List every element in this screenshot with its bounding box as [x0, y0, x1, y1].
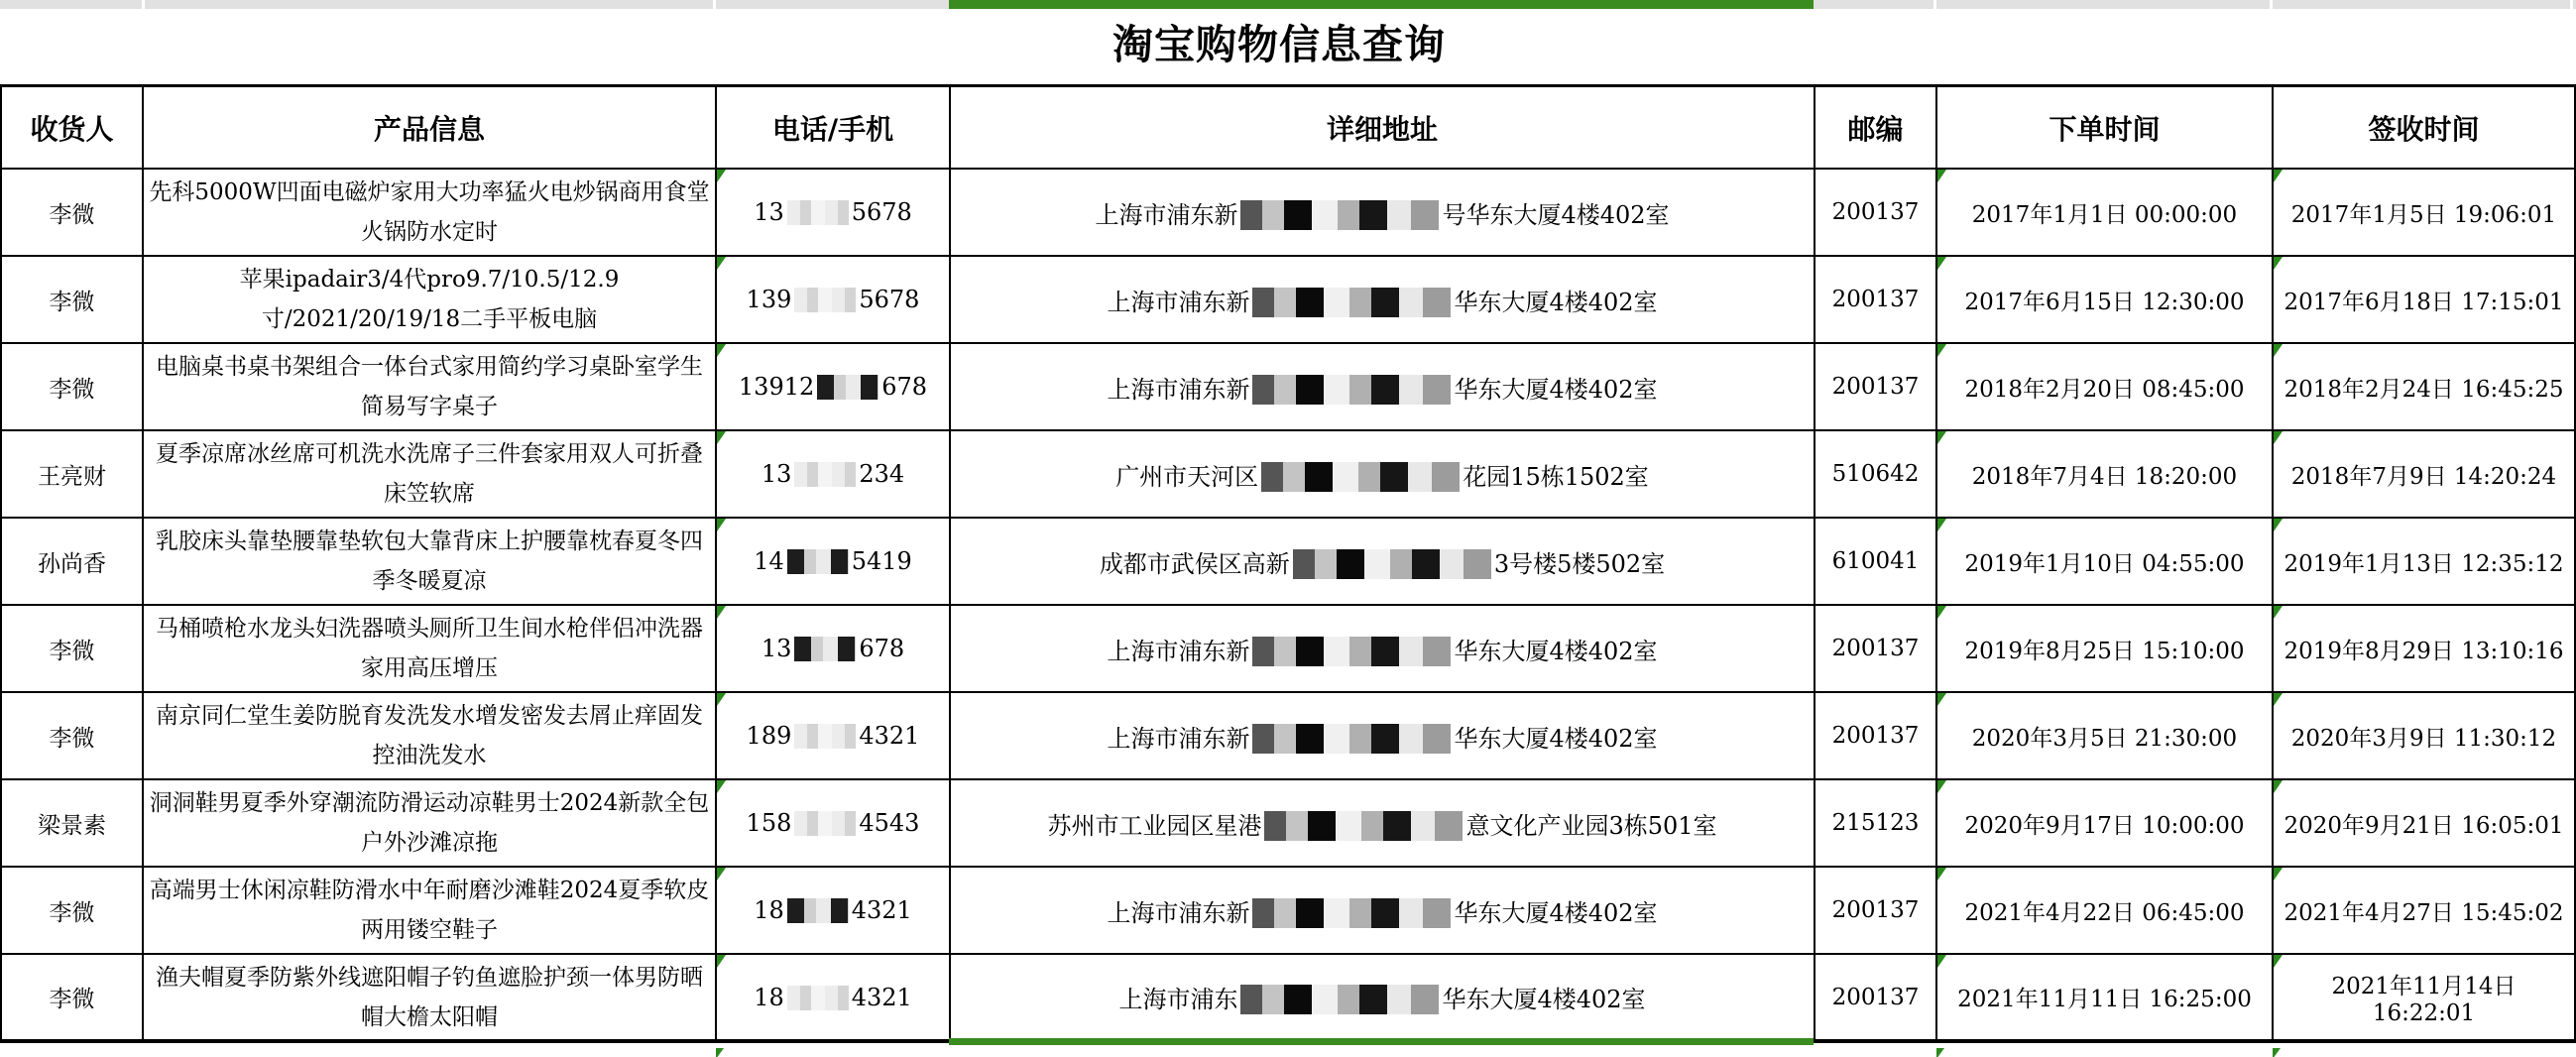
column-separator: [713, 0, 716, 9]
cell-error-marker: [2273, 1048, 2281, 1057]
cell-recipient[interactable]: 李微: [1, 692, 143, 779]
cell-sign-time[interactable]: 2017年6月18日 17:15:01: [2273, 256, 2575, 343]
phone-suffix: 234: [859, 460, 905, 488]
cell-zip[interactable]: 200137: [1815, 256, 1936, 343]
phone-prefix: 14: [754, 547, 784, 575]
page-title: 淘宝购物信息查询: [1112, 21, 1446, 68]
cell-zip[interactable]: 215123: [1815, 779, 1936, 867]
cell-order-time[interactable]: 2017年6月15日 12:30:00: [1936, 256, 2273, 343]
column-separator: [142, 0, 145, 9]
address-redaction-block: [1240, 985, 1439, 1014]
cell-zip[interactable]: 200137: [1815, 343, 1936, 430]
phone-suffix: 4321: [851, 983, 912, 1011]
cell-order-time[interactable]: 2019年1月10日 04:55:00: [1936, 518, 2273, 605]
address-prefix: 广州市天河区: [1115, 462, 1259, 491]
cell-phone[interactable]: [716, 169, 950, 256]
sheet-row-above-strip: [0, 0, 2576, 9]
cell-product[interactable]: 先科5000W凹面电磁炉家用大功率猛火电炒锅商用食堂火锅防水定时: [143, 169, 716, 256]
phone-suffix: 4543: [859, 809, 920, 837]
cell-zip[interactable]: 200137: [1815, 605, 1936, 692]
col-header-zip[interactable]: 邮编: [1815, 86, 1936, 170]
cell-product[interactable]: 乳胶床头靠垫腰靠垫软包大靠背床上护腰靠枕春夏冬四季冬暖夏凉: [143, 518, 716, 605]
phone-suffix: 5678: [851, 198, 912, 226]
cell-order-time[interactable]: 2021年11月11日 16:25:00: [1936, 954, 2273, 1041]
address-suffix: 3号楼5楼502室: [1493, 549, 1666, 578]
phone-redaction-block: [794, 811, 856, 836]
phone-prefix: 13: [761, 460, 792, 488]
cell-recipient[interactable]: 梁景素: [1, 779, 143, 867]
cell-recipient[interactable]: 李微: [1, 605, 143, 692]
phone-prefix: 189: [746, 722, 792, 750]
cell-phone[interactable]: [716, 867, 950, 954]
cell-sign-time[interactable]: 2020年9月21日 16:05:01: [2273, 779, 2575, 867]
address-redaction-block: [1240, 200, 1439, 230]
cell-zip[interactable]: 200137: [1815, 954, 1936, 1041]
cell-phone[interactable]: [716, 343, 950, 430]
cell-zip[interactable]: 510642: [1815, 430, 1936, 518]
cell-recipient[interactable]: 李微: [1, 256, 143, 343]
table-row: [1, 779, 2575, 867]
cell-recipient[interactable]: 王亮财: [1, 430, 143, 518]
address-suffix: 号华东大厦4楼402室: [1442, 200, 1670, 229]
cell-zip[interactable]: 610041: [1815, 518, 1936, 605]
cell-product[interactable]: 马桶喷枪水龙头妇洗器喷头厕所卫生间水枪伴侣冲洗器家用高压增压: [143, 605, 716, 692]
column-separator: [2270, 0, 2273, 9]
phone-suffix: 678: [859, 635, 905, 662]
cell-address[interactable]: [950, 256, 1815, 343]
cell-order-time[interactable]: 2020年3月5日 21:30:00: [1936, 692, 2273, 779]
address-prefix: 上海市浦东新: [1107, 724, 1250, 753]
cell-product[interactable]: 渔夫帽夏季防紫外线遮阳帽子钓鱼遮脸护颈一体男防晒帽大檐太阳帽: [143, 954, 716, 1041]
address-prefix: 成都市武侯区高新: [1099, 549, 1290, 578]
phone-redaction-block: [794, 637, 856, 661]
address-suffix: 华东大厦4楼402室: [1454, 375, 1658, 404]
address-prefix: 上海市浦东新: [1095, 200, 1238, 229]
phone-suffix: 678: [881, 373, 928, 401]
cell-order-time[interactable]: 2018年2月20日 08:45:00: [1936, 343, 2273, 430]
address-redaction-block: [1252, 898, 1451, 928]
cell-sign-time[interactable]: 2021年11月14日 16:22:01: [2273, 954, 2575, 1041]
cell-zip[interactable]: 200137: [1815, 867, 1936, 954]
cell-address[interactable]: [950, 169, 1815, 256]
phone-prefix: 18: [754, 896, 784, 924]
address-suffix: 华东大厦4楼402室: [1442, 986, 1646, 1013]
cell-phone[interactable]: [716, 430, 950, 518]
cell-error-marker: [1936, 1048, 1944, 1057]
address-prefix: 上海市浦东新: [1107, 898, 1250, 927]
cell-product[interactable]: 苹果ipadair3/4代pro9.7/10.5/12.9寸/2021/20/19/18二手平板电脑: [143, 256, 716, 343]
address-redaction-block: [1261, 462, 1460, 492]
cell-sign-time[interactable]: 2018年7月9日 14:20:24: [2273, 430, 2575, 518]
cell-sign-time[interactable]: 2020年3月9日 11:30:12: [2273, 692, 2575, 779]
cell-recipient[interactable]: 李微: [1, 343, 143, 430]
column-separator: [1933, 0, 1936, 9]
phone-prefix: 13: [761, 635, 792, 662]
cell-order-time[interactable]: 2021年4月22日 06:45:00: [1936, 867, 2273, 954]
cell-product[interactable]: 南京同仁堂生姜防脱育发洗发水增发密发去屑止痒固发控油洗发水: [143, 692, 716, 779]
phone-redaction-block: [787, 986, 849, 1010]
col-header-sign-time[interactable]: 签收时间: [2273, 86, 2575, 170]
phone-prefix: 13: [754, 198, 784, 226]
cell-address[interactable]: [950, 605, 1815, 692]
table-row: [1, 605, 2575, 692]
selected-column-highlight: [949, 0, 1814, 9]
cell-phone[interactable]: [716, 605, 950, 692]
phone-prefix: 18: [754, 983, 784, 1011]
cell-zip[interactable]: 200137: [1815, 169, 1936, 256]
phone-suffix: 5678: [859, 286, 920, 313]
phone-redaction-block: [794, 724, 856, 749]
cell-sign-time[interactable]: 2019年8月29日 13:10:16: [2273, 605, 2575, 692]
cell-address[interactable]: [950, 779, 1815, 867]
phone-prefix: 139: [746, 286, 792, 313]
phone-suffix: 4321: [859, 722, 920, 750]
col-header-product[interactable]: 产品信息: [143, 86, 716, 170]
cell-phone[interactable]: [716, 256, 950, 343]
address-redaction-block: [1252, 637, 1451, 666]
cell-recipient[interactable]: 李微: [1, 169, 143, 256]
cell-recipient[interactable]: 李微: [1, 954, 143, 1041]
address-prefix: 上海市浦东新: [1107, 288, 1250, 316]
table-row: [1, 954, 2575, 1041]
address-prefix: 上海市浦东新: [1107, 375, 1250, 404]
cell-address[interactable]: [950, 954, 1815, 1041]
address-suffix: 意文化产业园3栋501室: [1465, 811, 1717, 840]
column-separator: [2570, 0, 2573, 9]
cell-recipient[interactable]: 李微: [1, 867, 143, 954]
cell-phone[interactable]: [716, 692, 950, 779]
phone-redaction-block: [794, 462, 856, 487]
table-row: [1, 692, 2575, 779]
table-row: [1, 867, 2575, 954]
table-row: [1, 518, 2575, 605]
cell-zip[interactable]: 200137: [1815, 692, 1936, 779]
phone-redaction-block: [787, 200, 849, 225]
cell-address[interactable]: [950, 343, 1815, 430]
cell-order-time[interactable]: 2019年8月25日 15:10:00: [1936, 605, 2273, 692]
cell-sign-time[interactable]: 2017年1月5日 19:06:01: [2273, 169, 2575, 256]
cell-phone[interactable]: [716, 954, 950, 1041]
cell-product[interactable]: 洞洞鞋男夏季外穿潮流防滑运动凉鞋男士2024新款全包户外沙滩凉拖: [143, 779, 716, 867]
cell-address[interactable]: [950, 692, 1815, 779]
col-header-address[interactable]: 详细地址: [950, 86, 1815, 170]
col-header-order-time[interactable]: 下单时间: [1936, 86, 2273, 170]
cell-order-time[interactable]: 2018年7月4日 18:20:00: [1936, 430, 2273, 518]
address-redaction-block: [1252, 724, 1451, 754]
selected-cell-border: [949, 1038, 1814, 1045]
address-redaction-block: [1252, 288, 1451, 317]
phone-suffix: 5419: [851, 547, 912, 575]
cell-address[interactable]: [950, 867, 1815, 954]
address-suffix: 华东大厦4楼402室: [1454, 637, 1658, 665]
cell-product[interactable]: 电脑桌书桌书架组合一体台式家用简约学习桌卧室学生简易写字桌子: [143, 343, 716, 430]
cell-phone[interactable]: [716, 779, 950, 867]
cell-order-time[interactable]: 2017年1月1日 00:00:00: [1936, 169, 2273, 256]
phone-prefix: 158: [746, 809, 792, 837]
cell-error-marker: [716, 1048, 724, 1057]
address-redaction-block: [1293, 549, 1491, 579]
phone-redaction-block: [794, 288, 856, 312]
address-suffix: 华东大厦4楼402室: [1454, 288, 1658, 316]
cell-phone[interactable]: [716, 518, 950, 605]
phone-prefix: 13912: [738, 373, 815, 401]
cell-order-time[interactable]: 2020年9月17日 10:00:00: [1936, 779, 2273, 867]
header-row: [1, 86, 2575, 170]
phone-redaction-block: [787, 549, 849, 574]
cell-address[interactable]: [950, 430, 1815, 518]
table-row: [1, 256, 2575, 343]
address-suffix: 华东大厦4楼402室: [1454, 724, 1658, 753]
address-redaction-block: [1264, 811, 1463, 841]
address-redaction-block: [1252, 375, 1451, 405]
cell-product[interactable]: 夏季凉席冰丝席可机洗水洗席子三件套家用双人可折叠床笠软席: [143, 430, 716, 518]
cell-product[interactable]: 高端男士休闲凉鞋防滑水中年耐磨沙滩鞋2024夏季软皮两用镂空鞋子: [143, 867, 716, 954]
address-prefix: 上海市浦东新: [1107, 637, 1250, 665]
address-prefix: 上海市浦东: [1118, 986, 1238, 1013]
cell-sign-time[interactable]: 2019年1月13日 12:35:12: [2273, 518, 2575, 605]
orders-table: [0, 84, 2576, 1043]
phone-redaction-block: [817, 375, 878, 400]
col-header-recipient[interactable]: 收货人: [1, 86, 143, 170]
table-row: [1, 430, 2575, 518]
cell-sign-time[interactable]: 2021年4月27日 15:45:02: [2273, 867, 2575, 954]
address-suffix: 花园15栋1502室: [1463, 462, 1649, 491]
address-suffix: 华东大厦4楼402室: [1454, 898, 1658, 927]
cell-address[interactable]: [950, 518, 1815, 605]
address-prefix: 苏州市工业园区星港: [1047, 811, 1262, 840]
phone-suffix: 4321: [851, 896, 912, 924]
cell-sign-time[interactable]: 2018年2月24日 16:45:25: [2273, 343, 2575, 430]
table-row: [1, 343, 2575, 430]
cell-recipient[interactable]: 孙尚香: [1, 518, 143, 605]
col-header-phone[interactable]: 电话/手机: [716, 86, 950, 170]
table-row: [1, 169, 2575, 256]
phone-redaction-block: [787, 898, 849, 923]
